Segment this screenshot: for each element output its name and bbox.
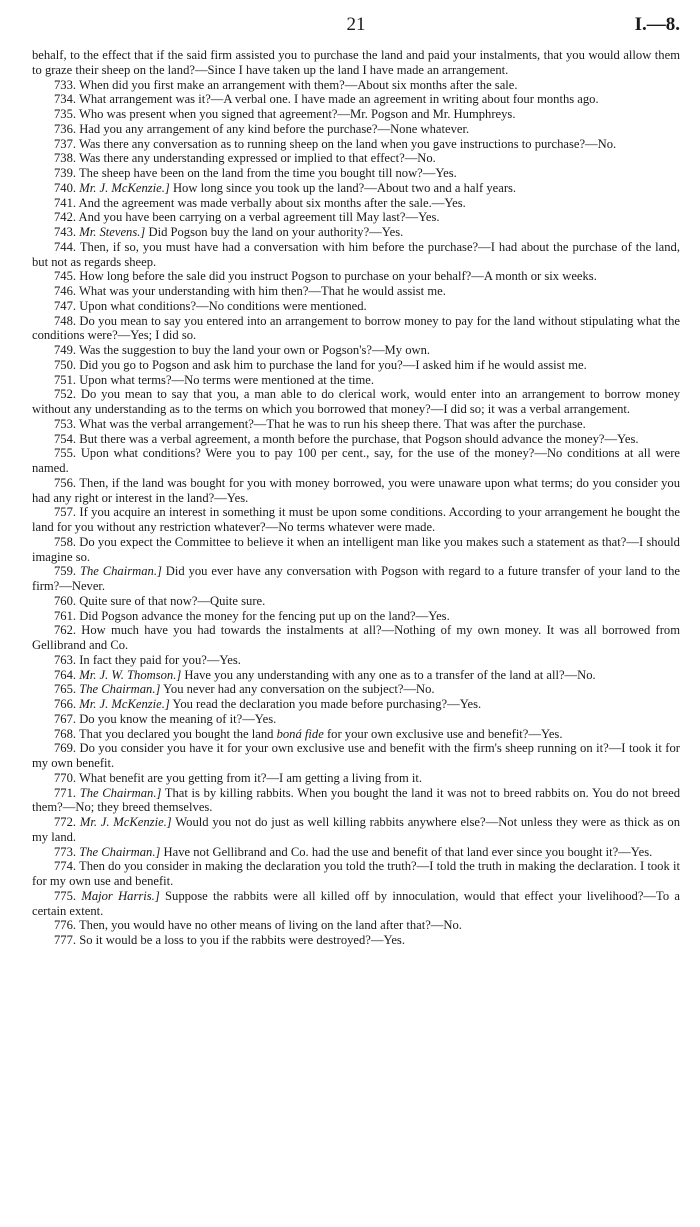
paragraph-text: Who was present when you signed that agreement?—Mr. Pogson and Mr. Humphreys. — [78, 107, 516, 121]
question-number: 737. — [54, 136, 77, 151]
question-paragraph — [32, 196, 680, 211]
paragraph-text: Then, if so, you must have had a conversation with him before the purchase?—I had about the purchase of the land, but not as regards sheep. — [32, 239, 680, 269]
question-number: 753. — [54, 416, 77, 431]
question-number: 748. — [54, 313, 77, 328]
question-paragraph — [32, 476, 680, 506]
question-number: 764. — [54, 667, 77, 682]
paragraph-text: You never had any conversation on the subject?—No. — [163, 682, 435, 697]
question-number: 773. — [54, 844, 77, 859]
question-paragraph — [32, 859, 680, 889]
paragraph-text: And the agreement was made verbally about six months after the sale.—Yes. — [78, 195, 466, 210]
question-paragraph — [32, 299, 680, 314]
question-number: 745. — [54, 269, 77, 284]
paragraph-text: Do you expect the Committee to believe it when an intelligent man like you makes such a statement as that?—I should imagine so. — [32, 534, 680, 564]
question-paragraph — [32, 564, 680, 594]
question-number: 736. — [54, 121, 77, 136]
paragraph-text: That is by killing rabbits. When you bought the land it was not to breed rabbits on. You do not breed them?—No; they breed themselves. — [32, 785, 680, 815]
question-paragraph — [32, 446, 680, 476]
question-number: 744. — [54, 239, 77, 254]
question-paragraph — [32, 845, 680, 860]
paragraph-text: When did you first make an arrangement with them?—About six months after the sale. — [78, 77, 518, 92]
question-paragraph — [32, 417, 680, 432]
question-paragraph — [32, 623, 680, 653]
question-number: 768. — [54, 726, 77, 741]
speaker-or-italic: Mr. J. McKenzie.] — [79, 815, 172, 829]
speaker-or-italic: Mr. J. McKenzie.] — [79, 180, 170, 195]
question-paragraph — [32, 918, 680, 933]
question-number: 761. — [54, 608, 77, 623]
question-number: 774. — [54, 859, 77, 874]
question-paragraph — [32, 358, 680, 373]
paragraph-text: Did Pogson advance the money for the fencing put up on the land?—Yes. — [79, 608, 450, 623]
question-number: 763. — [54, 652, 77, 667]
question-number: 743. — [54, 225, 77, 239]
question-paragraph — [32, 314, 680, 344]
speaker-or-italic: Mr. J. W. Thomson.] — [79, 667, 182, 682]
question-paragraph — [32, 771, 680, 786]
question-number: 746. — [54, 284, 77, 298]
paragraph-text: Did you ever have any conversation with Pogson with regard to a future transfer of your land to the firm?—Never. — [32, 564, 681, 593]
question-paragraph — [32, 535, 680, 565]
paragraph-text: Would you not do just as well killing rabbits anywhere else?—Not unless they were as thick as on my land. — [32, 815, 680, 844]
question-number: 760. — [54, 593, 77, 608]
question-paragraph — [32, 92, 680, 107]
question-paragraph — [32, 432, 680, 447]
document-reference: I.—8. — [634, 14, 680, 35]
question-paragraph — [32, 210, 680, 225]
paragraph-text: Suppose the rabbits were all killed off by innoculation, would that effect your livelihood?—To a certain extent. — [32, 888, 680, 918]
question-number: 741. — [54, 195, 77, 210]
paragraph-text: How long before the sale did you instruct Pogson to purchase on your behalf?—A month or six weeks. — [79, 269, 597, 284]
question-number: 765. — [54, 682, 77, 697]
question-paragraph — [32, 741, 680, 771]
question-number: 755. — [54, 446, 77, 461]
question-number: 770. — [54, 770, 77, 785]
speaker-or-italic: boná fide — [276, 726, 324, 741]
speaker-or-italic: The Chairman.] — [79, 682, 161, 697]
paragraph-text: Then do you consider in making the declaration you told the truth?—I told the truth in making the declaration. I took it for my own use and benefit. — [32, 859, 680, 888]
question-paragraph — [32, 240, 680, 270]
question-paragraph — [32, 727, 680, 742]
question-number: 739. — [54, 166, 77, 180]
question-paragraph — [32, 933, 680, 948]
speaker-or-italic: The Chairman.] — [79, 844, 161, 859]
question-paragraph — [32, 387, 680, 417]
question-number: 776. — [54, 918, 77, 933]
question-number: 742. — [54, 210, 77, 225]
question-paragraph — [32, 343, 680, 358]
question-paragraph — [32, 653, 680, 668]
paragraph-text: Have not Gellibrand and Co. had the use and benefit of that land ever since you bought it?—Yes. — [163, 844, 653, 859]
question-number: 777. — [54, 933, 77, 947]
question-paragraph — [32, 181, 680, 196]
question-paragraph — [32, 151, 680, 166]
question-number: 752. — [54, 387, 77, 402]
question-paragraph — [32, 815, 680, 845]
paragraph-text: Was there any conversation as to running sheep on the land when you gave instructions to purchase?—No. — [78, 136, 617, 151]
question-paragraph — [32, 107, 680, 122]
speaker-or-italic: Major Harris.] — [81, 888, 160, 903]
paragraph-text: Do you mean to say you entered into an arrangement to borrow money to pay for the land without stipulating what the conditions were?—Yes; I did so. — [32, 313, 680, 343]
question-paragraph — [32, 269, 680, 284]
question-number: 747. — [54, 298, 77, 313]
speaker-or-italic: Mr. Stevens.] — [79, 225, 146, 239]
question-paragraph — [32, 786, 680, 816]
paragraph-text: Was the suggestion to buy the land your own or Pogson's?—My own. — [78, 343, 431, 357]
question-paragraph — [32, 78, 680, 93]
question-number: 759. — [54, 564, 77, 579]
question-paragraph — [32, 889, 680, 919]
paragraph-text: Do you know the meaning of it?—Yes. — [79, 711, 277, 726]
speaker-or-italic: The Chairman.] — [79, 564, 162, 579]
question-paragraph — [32, 373, 680, 388]
paragraph-text: And you have been carrying on a verbal agreement till May last?—Yes. — [78, 210, 440, 225]
question-number: 750. — [54, 357, 77, 372]
question-number: 735. — [54, 107, 77, 121]
paragraph-text: So it would be a loss to you if the rabbits were destroyed?—Yes. — [79, 933, 405, 947]
paragraph-text: Upon what conditions?—No conditions were mentioned. — [79, 298, 367, 313]
question-number: 767. — [54, 711, 77, 726]
paragraph-text: If you acquire an interest in something it must be upon some conditions. According to your arrangement he bought the land for you without any restriction whatever?—No terms whatever were made. — [32, 505, 680, 534]
paragraph-text: Do you mean to say that you, a man able to do clerical work, would enter into an arrangement to borrow money without any understanding as to the terms on which you borrowed that money?—I did so; it was a verbal arrangement. — [32, 387, 681, 416]
question-paragraph — [32, 122, 680, 137]
paragraph-text: Had you any arrangement of any kind before the purchase?—None whatever. — [79, 121, 470, 136]
paragraph-text: What benefit are you getting from it?—I am getting a living from it. — [78, 770, 423, 785]
question-paragraph — [32, 682, 680, 697]
question-number: 766. — [54, 697, 77, 711]
question-number: 749. — [54, 343, 77, 357]
paragraph-text: How much have you had towards the instalments at all?—Nothing of my own money. It was all borrowed from Gellibrand and Co. — [32, 623, 680, 652]
question-number: 762. — [54, 623, 77, 638]
paragraph-text: Did you go to Pogson and ask him to purchase the land for you?—I asked him if he would assist me. — [79, 357, 587, 372]
speaker-or-italic: The Chairman.] — [79, 785, 162, 800]
question-number: 756. — [54, 475, 77, 490]
paragraph-text: behalf, to the effect that if the said firm assisted you to purchase the land and paid your instalments, that you would allow them to graze their sheep on the land?—Since I have taken up the land I have made an arrangement. — [32, 48, 680, 77]
question-paragraph — [32, 284, 680, 299]
question-number: 771. — [54, 785, 77, 800]
question-number: 751. — [54, 372, 77, 387]
paragraph-text: Quite sure of that now?—Quite sure. — [79, 593, 266, 608]
question-paragraph — [32, 594, 680, 609]
paragraph-text: But there was a verbal agreement, a month before the purchase, that Pogson should advance the money?—Yes. — [79, 431, 639, 446]
paragraph-text: Have you any understanding with any one as to a transfer of the land at all?—No. — [184, 667, 596, 682]
page-header — [32, 14, 680, 38]
question-paragraph — [32, 697, 680, 712]
question-number: 758. — [54, 534, 77, 549]
paragraph-text: You read the declaration you made before purchasing?—Yes. — [172, 697, 482, 711]
paragraph-text: What was the verbal arrangement?—That he was to run his sheep there. That was after the purchase. — [78, 416, 586, 431]
page-number: 21 — [346, 14, 366, 35]
speaker-or-italic: Mr. J. McKenzie.] — [79, 697, 170, 711]
question-paragraph — [32, 166, 680, 181]
paragraph-text: for your own exclusive use and benefit?—Yes. — [326, 726, 563, 741]
question-number: 738. — [54, 151, 77, 166]
question-paragraph — [32, 505, 680, 535]
question-paragraph — [32, 225, 680, 240]
question-number: 769. — [54, 741, 77, 756]
paragraph-text: Was there any understanding expressed or implied to that effect?—No. — [78, 151, 436, 166]
paragraph-text: Do you consider you have it for your own exclusive use and benefit with the firm's sheep running on it?—I took it for my own benefit. — [32, 741, 680, 770]
paragraph-text: Upon what terms?—No terms were mentioned at the time. — [79, 372, 375, 387]
paragraph-text: The sheep have been on the land from the time you bought till now?—Yes. — [78, 166, 457, 180]
paragraph-text: That you declared you bought the land — [78, 726, 274, 741]
paragraph-text: What arrangement was it?—A verbal one. I have made an agreement in writing about four months ago. — [78, 92, 599, 107]
question-number: 772. — [54, 815, 77, 829]
paragraph-text: In fact they paid for you?—Yes. — [79, 652, 241, 667]
question-paragraph — [32, 609, 680, 624]
evidence-text — [32, 48, 680, 948]
paragraph-text: What was your understanding with him then?—That he would assist me. — [78, 284, 446, 298]
continuation-paragraph — [32, 48, 680, 78]
question-paragraph — [32, 712, 680, 727]
paragraph-text: Upon what conditions? Were you to pay 100 per cent., say, for the use of the money?—No conditions at all were named. — [32, 446, 680, 475]
question-number: 754. — [54, 431, 77, 446]
question-number: 734. — [54, 92, 77, 107]
paragraph-text: Did Pogson buy the land on your authority?—Yes. — [148, 225, 404, 239]
question-number: 757. — [54, 505, 77, 520]
question-number: 775. — [54, 888, 77, 903]
paragraph-text: Then, if the land was bought for you with money borrowed, you were unaware upon what terms; do you consider you had any right or interest in the land?—Yes. — [32, 475, 680, 505]
question-number: 733. — [54, 77, 77, 92]
paragraph-text: Then, you would have no other means of living on the land after that?—No. — [78, 918, 462, 933]
question-paragraph — [32, 668, 680, 683]
question-number: 740. — [54, 180, 77, 195]
question-paragraph — [32, 137, 680, 152]
paragraph-text: How long since you took up the land?—About two and a half years. — [172, 180, 517, 195]
